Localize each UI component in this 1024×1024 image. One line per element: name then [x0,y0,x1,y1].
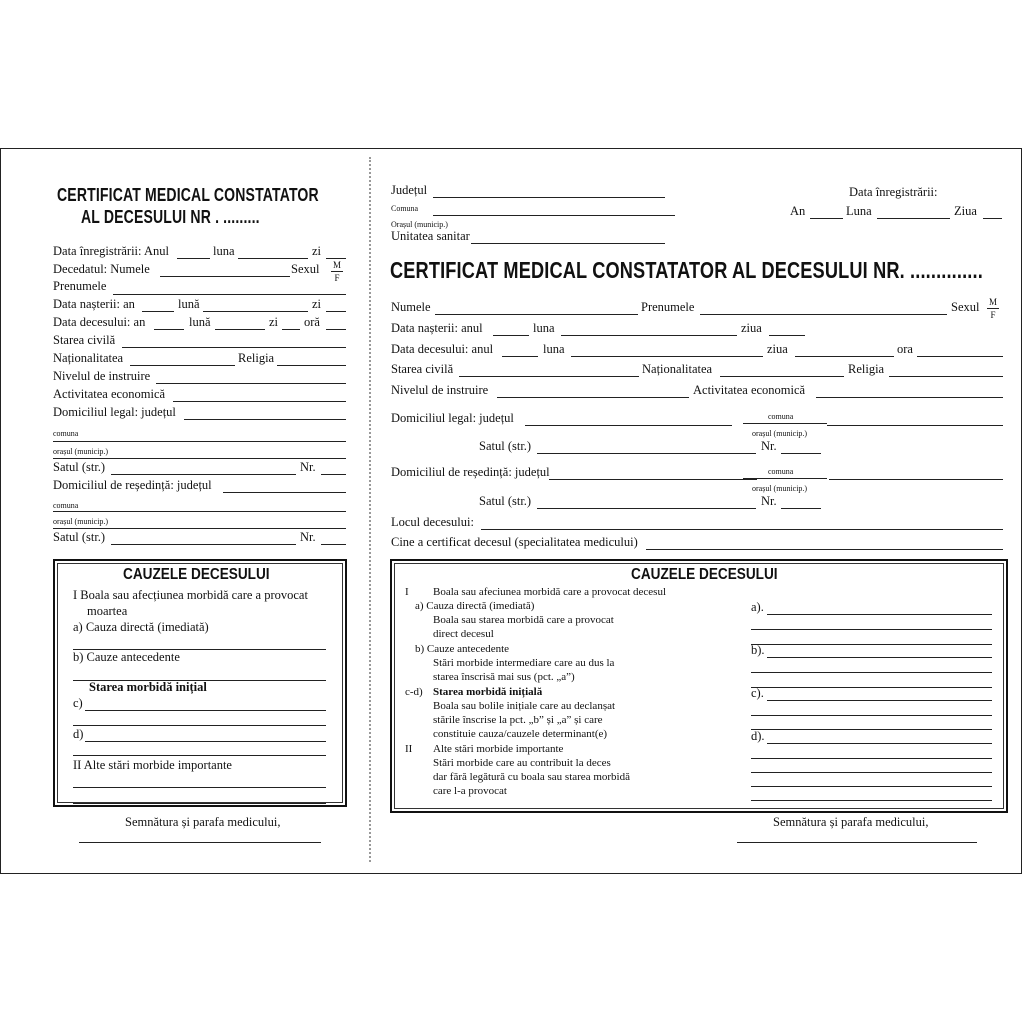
left-activitate-field[interactable] [173,401,346,402]
left-death-zi-label: zi [269,315,279,329]
left-domiciliu-label: Domiciliul legal: județul [53,405,176,419]
right-d-field5[interactable] [751,800,992,801]
right-resedinta-judet-field[interactable] [549,479,757,480]
right-d-field3[interactable] [751,772,992,773]
right-numele-label: Numele [391,300,431,314]
right-nationality-field[interactable] [720,376,844,377]
right-cause-stare: Starea morbidă inițială [433,686,543,698]
right-signature-label: Semnătura și parafa medicului, [773,815,929,829]
right-cause-I: Boala sau afeciunea morbidă care a provocat decesul [433,586,667,598]
right-cause-II-num: II [405,743,413,755]
left-cause-d-field[interactable] [85,741,326,742]
left-comuna-label: comuna [53,429,79,438]
left-cause-c: c) [73,696,83,710]
right-dom-oras-label: orașul (municip.) [752,429,808,438]
right-b-field[interactable] [767,657,992,658]
right-oras-label: Orașul (municip.) [391,220,448,229]
right-civil-label: Starea civilă [391,362,454,376]
left-prenume-field[interactable] [113,294,346,295]
left-death-label: Data decesului: an [53,315,146,329]
right-religia-label: Religia [848,362,885,376]
right-death-year-field[interactable] [502,356,538,357]
left-cause-II: II Alte stări morbide importante [73,758,232,772]
right-death-label: Data decesului: anul [391,342,494,356]
left-birth-luna-label: lună [178,297,200,311]
left-nivel-field[interactable] [156,383,346,384]
left-nivel-label: Nivelul de instruire [53,369,151,383]
right-b-field3[interactable] [751,687,992,688]
left-nr-field[interactable] [321,474,346,475]
left-satul-label: Satul (str.) [53,460,106,474]
left-month-field[interactable] [238,258,308,259]
right-causes-title: CAUZELE DECESULUI [631,566,778,583]
left-domiciliu-judet-field[interactable] [184,419,346,420]
left-civil-field[interactable] [122,347,346,348]
left-date-reg-label: Data înregistrării: Anul [53,244,169,258]
right-birth-ziua-label: ziua [741,321,762,335]
left-birth-day-field[interactable] [326,311,346,312]
right-cine-field[interactable] [646,549,1003,550]
left-cause-stare: Starea morbidă inițial [89,680,207,694]
right-dom-oras-field[interactable] [827,425,1003,426]
left-decedat-label: Decedatul: Numele [53,262,150,276]
right-comuna-label: Comuna [391,204,419,213]
right-a-label: a). [751,600,764,614]
right-satul2-label: Satul (str.) [479,494,532,508]
left-death-ora-label: oră [304,315,320,329]
right-nivel-label: Nivelul de instruire [391,383,489,397]
right-d-field4[interactable] [751,786,992,787]
right-res-comuna-field[interactable] [743,478,827,479]
right-locul-field[interactable] [481,529,1003,530]
right-an-label: An [790,204,806,218]
perforation-line [369,157,371,862]
left-cause-d: d) [73,727,84,741]
right-d-field[interactable] [767,743,992,744]
right-cause-cd: c-d) [405,686,423,698]
left-resedinta-label: Domiciliul de reședință: județul [53,478,212,492]
left-satul-field[interactable] [111,474,296,475]
left-nationality-field[interactable] [130,365,235,366]
left-comuna-field[interactable] [53,441,346,442]
right-data-inreg-label: Data înregistrării: [849,185,938,199]
left-cause-b: b) Cauze antecedente [73,650,180,664]
left-sexul-label: Sexul [291,262,320,276]
right-c-field3[interactable] [751,729,992,730]
right-death-ziua-label: ziua [767,342,788,356]
left-oras2-label: orașul (municip.) [53,517,109,526]
right-a-field3[interactable] [751,644,992,645]
right-birth-luna-label: luna [533,321,555,335]
right-cause-a2: direct decesul [433,628,494,640]
right-unitatea-field[interactable] [471,243,665,244]
left-signature-label: Semnătura și parafa medicului, [125,815,281,829]
left-death-year-field[interactable] [154,329,184,330]
left-satul2-field[interactable] [111,544,296,545]
left-comuna2-field[interactable] [53,511,346,512]
right-death-month-field[interactable] [571,356,763,357]
left-cause-c-field[interactable] [85,710,326,711]
right-nr2-field[interactable] [781,508,821,509]
right-prenumele-label: Prenumele [641,300,695,314]
right-resedinta-label: Domiciliul de reședință: județul [391,465,550,479]
right-title: CERTIFICAT MEDICAL CONSTATATOR AL DECESULUI NR. .............. [390,257,983,283]
left-title-line1: CERTIFICAT MEDICAL CONSTATATOR [57,185,319,205]
right-c-field[interactable] [767,700,992,701]
right-activitate-field[interactable] [816,397,1003,398]
right-cause-b1: Stări morbide intermediare care au dus la [433,657,615,669]
left-sex-mf[interactable] [331,260,343,283]
sex-f: F [990,310,996,320]
left-cause-I2: moartea [87,604,128,618]
left-nr-label: Nr. [300,460,316,474]
right-b-field2[interactable] [751,672,992,673]
left-causes-title: CAUZELE DECESULUI [123,566,270,583]
right-nr-label: Nr. [761,439,777,453]
right-nivel-field[interactable] [497,397,689,398]
right-cause-a1: Boala sau starea morbidă care a provocat [433,614,614,626]
right-nr2-label: Nr. [761,494,777,508]
sex-m: M [988,297,997,307]
sex-m: M [332,260,341,270]
left-luna-label: luna [213,244,235,258]
right-luna-field[interactable] [877,218,950,219]
right-c-field2[interactable] [751,715,992,716]
right-domiciliu-judet-field[interactable] [525,425,732,426]
right-d-label: d). [751,729,765,743]
right-cause-cd2: stările înscrise la pct. „b” și „a” și care [433,714,603,726]
right-dom-comuna-field[interactable] [743,423,827,424]
left-comuna2-label: comuna [53,501,79,510]
left-oras2-field[interactable] [53,528,346,529]
left-religia-field[interactable] [277,365,346,366]
right-cine-label: Cine a certificat decesul (specialitatea medicului) [391,535,638,549]
right-cause-I-num: I [405,586,409,598]
right-satul-label: Satul (str.) [479,439,532,453]
right-birth-year-field[interactable] [493,335,529,336]
left-cause-a: a) Cauza directă (imediată) [73,620,209,634]
right-luna-label: Luna [846,204,872,218]
left-oras-label: orașul (municip.) [53,447,109,456]
right-cause-cd3: constituie cauza/cauzele determinant(e) [433,728,608,740]
right-activitate-label: Activitatea economică [693,383,806,397]
right-res-oras-label: orașul (municip.) [752,484,808,493]
right-religia-field[interactable] [889,376,1003,377]
left-oras-field[interactable] [53,458,346,459]
right-judetul-field[interactable] [433,197,665,198]
left-cause-I: I Boala sau afecțiunea morbidă care a provocat [73,588,308,602]
left-cause-II-field[interactable] [73,787,326,788]
right-cause-II: Alte stări morbide importante [433,743,564,755]
right-judetul-label: Județul [391,183,428,197]
left-activitate-label: Activitatea economică [53,387,166,401]
right-res-comuna-label: comuna [768,467,794,476]
right-prenumele-field[interactable] [700,314,947,315]
right-cause-a: a) Cauza directă (imediată) [415,600,535,612]
left-birth-year-field[interactable] [142,311,174,312]
right-res-oras-field[interactable] [829,479,1003,480]
left-day-field[interactable] [326,258,346,259]
right-cause-II1: Stări morbide care au contribuit la deces [433,757,611,769]
right-dom-comuna-label: comuna [768,412,794,421]
right-nr-field[interactable] [781,453,821,454]
left-religia-label: Religia [238,351,275,365]
right-comuna-field[interactable] [433,215,675,216]
left-title-line2: AL DECESULUI NR . ......... [81,207,260,227]
right-a-field2[interactable] [751,629,992,630]
left-civil-label: Starea civilă [53,333,116,347]
certificate-sheet [0,148,1022,874]
left-birth-month-field[interactable] [203,311,308,312]
right-sex-mf[interactable] [987,297,999,320]
left-zi-label: zi [312,244,322,258]
left-cause-II-field2[interactable] [73,803,326,804]
right-cause-II3: care l-a provocat [433,785,507,797]
right-death-ora-label: ora [897,342,913,356]
right-death-day-field[interactable] [795,356,894,357]
sex-f: F [334,273,340,283]
left-birth-zi-label: zi [312,297,322,311]
left-nr2-label: Nr. [300,530,316,544]
left-nume-field[interactable] [160,276,290,277]
left-cause-d-field2[interactable] [73,755,326,756]
right-cause-cd1: Boala sau bolile inițiale care au declanșat [433,700,616,712]
left-prenumele-label: Prenumele [53,279,107,293]
left-satul2-label: Satul (str.) [53,530,106,544]
left-death-month-field[interactable] [215,329,265,330]
right-b-label: b). [751,643,765,657]
right-a-field[interactable] [767,614,992,615]
left-resedinta-judet-field[interactable] [223,492,346,493]
right-death-hour-field[interactable] [917,356,1003,357]
right-birth-month-field[interactable] [561,335,737,336]
left-birth-label: Data nașterii: an [53,297,135,311]
right-c-label: c). [751,686,764,700]
right-an-field[interactable] [810,218,843,219]
right-sexul-label: Sexul [951,300,980,314]
right-domiciliu-label: Domiciliul legal: județul [391,411,514,425]
right-civil-field[interactable] [459,376,639,377]
right-satul2-field[interactable] [537,508,756,509]
right-ziua-field[interactable] [983,218,1002,219]
right-d-field2[interactable] [751,758,992,759]
right-satul-field[interactable] [537,453,756,454]
right-death-luna-label: luna [543,342,565,356]
right-signature-field[interactable] [737,842,977,843]
right-numele-field[interactable] [435,314,638,315]
right-cause-II2: dar fără legătură cu boala sau starea morbidă [433,771,630,783]
left-death-luna-label: lună [189,315,211,329]
right-birth-day-field[interactable] [769,335,805,336]
right-cause-b: b) Cauze antecedente [415,643,510,655]
right-ziua-label: Ziua [954,204,977,218]
right-nationality-label: Naționalitatea [642,362,713,376]
right-cause-b2: starea înscrisă mai sus (pct. „a”) [433,671,575,683]
right-locul-label: Locul decesului: [391,515,474,529]
left-cause-c-field2[interactable] [73,725,326,726]
left-nationality-label: Naționalitatea [53,351,124,365]
right-birth-label: Data nașterii: anul [391,321,483,335]
left-death-hour-field[interactable] [326,329,346,330]
left-death-day-field[interactable] [282,329,300,330]
left-signature-field[interactable] [79,842,321,843]
left-nr2-field[interactable] [321,544,346,545]
left-year-field[interactable] [177,258,210,259]
right-unitatea-label: Unitatea sanitar [391,229,470,243]
